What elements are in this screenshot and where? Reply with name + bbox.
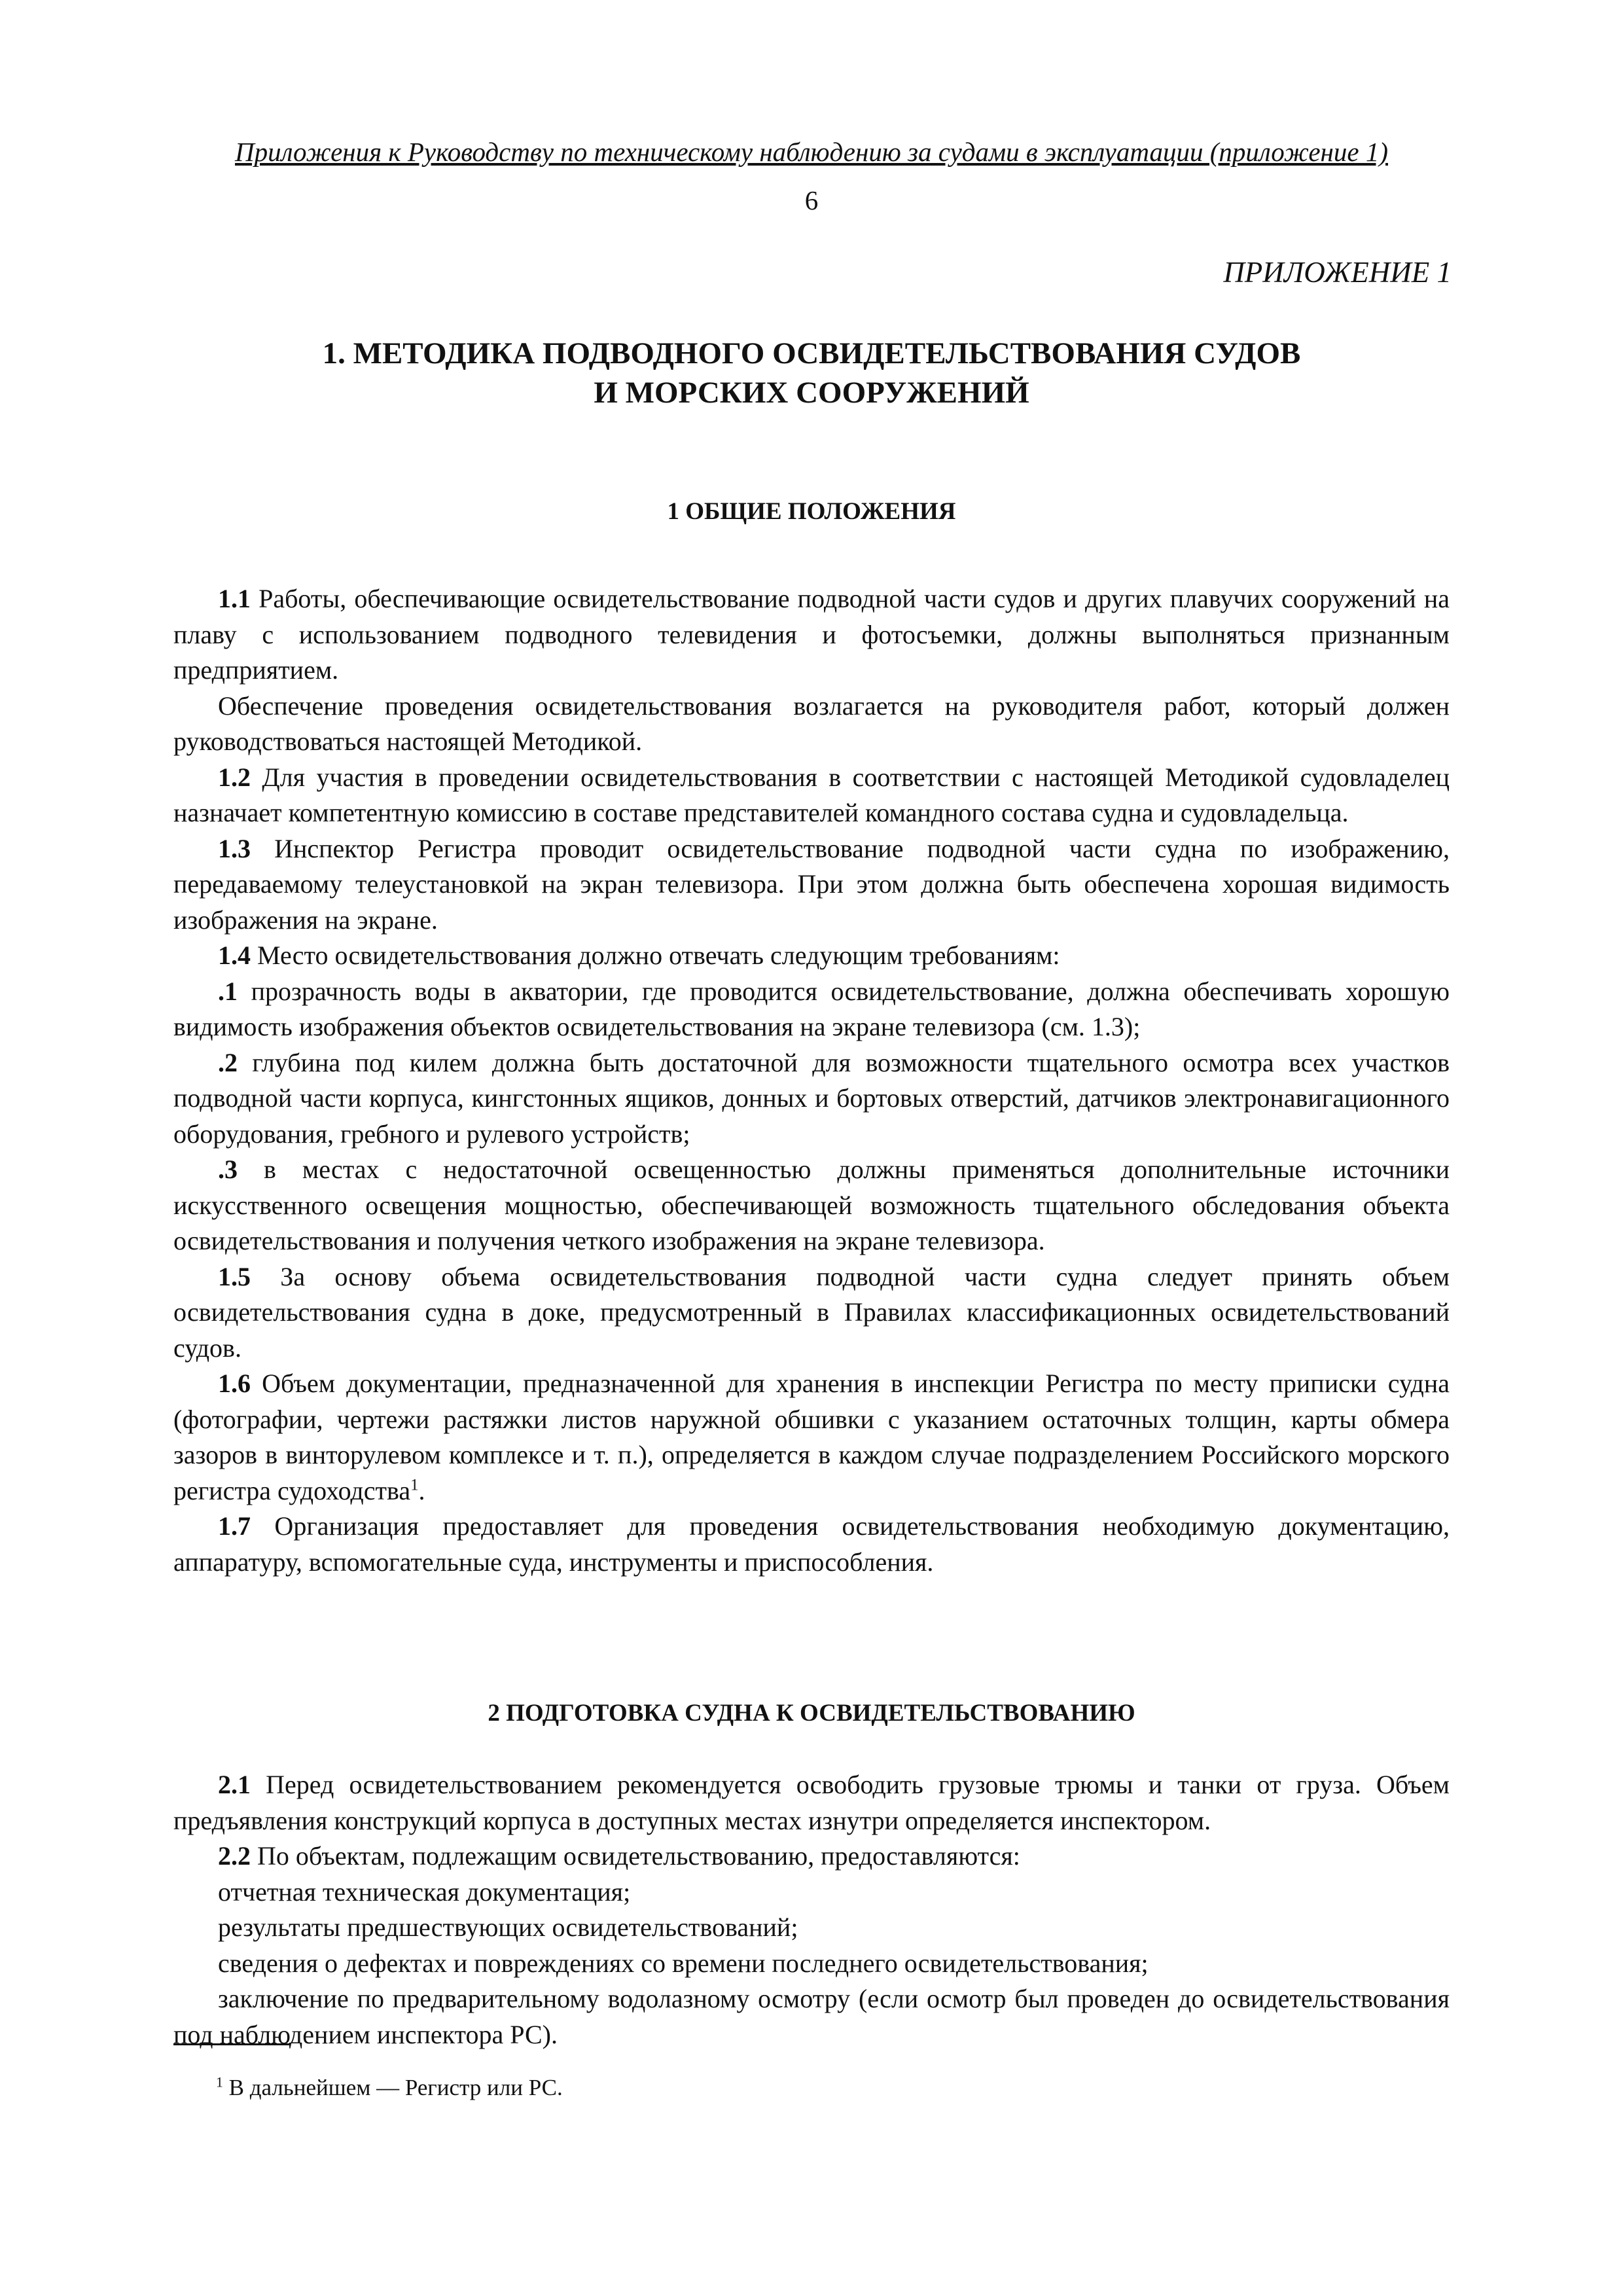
list-item: отчетная техническая документация; bbox=[218, 1876, 631, 1907]
paragraph-1-4-1: .1 прозрачность воды в акватории, где проводится освидетельствование, должна обеспечивать хорошую видимость изображения объектов освидетельствования на экране телевизора (см. 1.3); bbox=[173, 976, 1450, 1041]
section-1-heading: 1 ОБЩИЕ ПОЛОЖЕНИЯ bbox=[667, 498, 956, 525]
paragraph-2-2: 2.2 По объектам, подлежащим освидетельствованию, предоставляются: bbox=[218, 1841, 1020, 1871]
section-2-body bbox=[173, 1767, 1450, 2053]
document-title bbox=[0, 334, 1623, 412]
list-item: результаты предшествующих освидетельствований; bbox=[218, 1912, 798, 1942]
paragraph-1-1: 1.1 Работы, обеспечивающие освидетельствование подводной части судов и других плавучих сооружений на плаву с использованием подводного телевидения и фотосъемки, должны выполняться признанным предприятием. bbox=[173, 584, 1450, 685]
section-1-body bbox=[173, 581, 1450, 1580]
footnote-reference: 1 bbox=[410, 1476, 419, 1494]
footnote-divider bbox=[173, 2043, 290, 2045]
paragraph-1-4-2: .2 глубина под килем должна быть достаточной для возможности тщательного осмотра всех участков подводной части корпуса, кингстонных ящиков, донных и бортовых отверстий, датчиков электронавигационного оборудования, гребного и рулевого устройств; bbox=[173, 1047, 1450, 1149]
title-line-1: 1. МЕТОДИКА ПОДВОДНОГО ОСВИДЕТЕЛЬСТВОВАНИЯ СУДОВ bbox=[322, 336, 1301, 370]
paragraph-1-6: 1.6 Объем документации, предназначенной для хранения в инспекции Регистра по месту приписки судна (фотографии, чертежи растяжки листов наружной обшивки с указанием остаточных толщин, карты обмера зазоров в винторулевом комплексе и т. п.), определяется в каждом случае подразделением Российского морского регистра судоходства$^1$. bbox=[173, 1369, 1450, 1505]
section-2-heading: 2 ПОДГОТОВКА СУДНА К ОСВИДЕТЕЛЬСТВОВАНИЮ bbox=[488, 1700, 1135, 1727]
paragraph-1-7: 1.7 Организация предоставляет для проведения освидетельствования необходимую документацию, аппаратуру, вспомогательные суда, инструменты и приспособления. bbox=[173, 1511, 1450, 1577]
paragraph-1-4: 1.4 Место освидетельствования должно отвечать следующим требованиям: bbox=[218, 941, 1060, 970]
list-item: сведения о дефектах и повреждениях со времени последнего освидетельствования; bbox=[218, 1948, 1149, 1978]
paragraph-2-1: 2.1 Перед освидетельствованием рекомендуется освободить грузовые трюмы и танки от груза. Объем предъявления конструкций корпуса в доступных местах изнутри определяется инспектором. bbox=[173, 1770, 1450, 1835]
paragraph-1-4-3: .3 в местах с недостаточной освещенностью должны применяться дополнительные источники искусственного освещения мощностью, обеспечивающей возможность тщательного обследования объекта освидетельствования и получения четкого изображения на экране телевизора. bbox=[173, 1155, 1450, 1255]
paragraph-1-3: 1.3 Инспектор Регистра проводит освидетельствование подводной части судна по изображению, передаваемому телеустановкой на экран телевизора. При этом должна быть обеспечена хорошая видимость изображения на экране. bbox=[173, 833, 1450, 935]
paragraph-1-2: 1.2 Для участия в проведении освидетельствования в соответствии с настоящей Методикой судовладелец назначает компетентную комиссию в составе представителей командного состава судна и судовладельца. bbox=[173, 762, 1450, 827]
page-number: 6 bbox=[804, 185, 819, 215]
running-header: Приложения к Руководству по техническому наблюдению за судами в эксплуатации (приложение 1) bbox=[235, 137, 1388, 167]
paragraph-1-5: 1.5 За основу объема освидетельствования подводной части судна следует принять объем освидетельствования судна в доке, предусмотренный в Правилах классификационных освидетельствований судов. bbox=[173, 1261, 1450, 1363]
footnote bbox=[216, 2075, 563, 2101]
title-line-2: И МОРСКИХ СООРУЖЕНИЙ bbox=[594, 376, 1029, 410]
list-item: заключение по предварительному водолазному осмотру (если осмотр был проведен до освидетельствования под наблюдением инспектора РС). bbox=[173, 1984, 1450, 2049]
appendix-label: ПРИЛОЖЕНИЕ 1 bbox=[1223, 256, 1452, 289]
footnote-text: В дальнейшем — Регистр или РС. bbox=[223, 2075, 563, 2100]
footnote-mark: 1 bbox=[216, 2074, 223, 2090]
paragraph-1-1-b: Обеспечение проведения освидетельствования возлагается на руководителя работ, который должен руководствоваться настоящей Методикой. bbox=[173, 691, 1450, 756]
